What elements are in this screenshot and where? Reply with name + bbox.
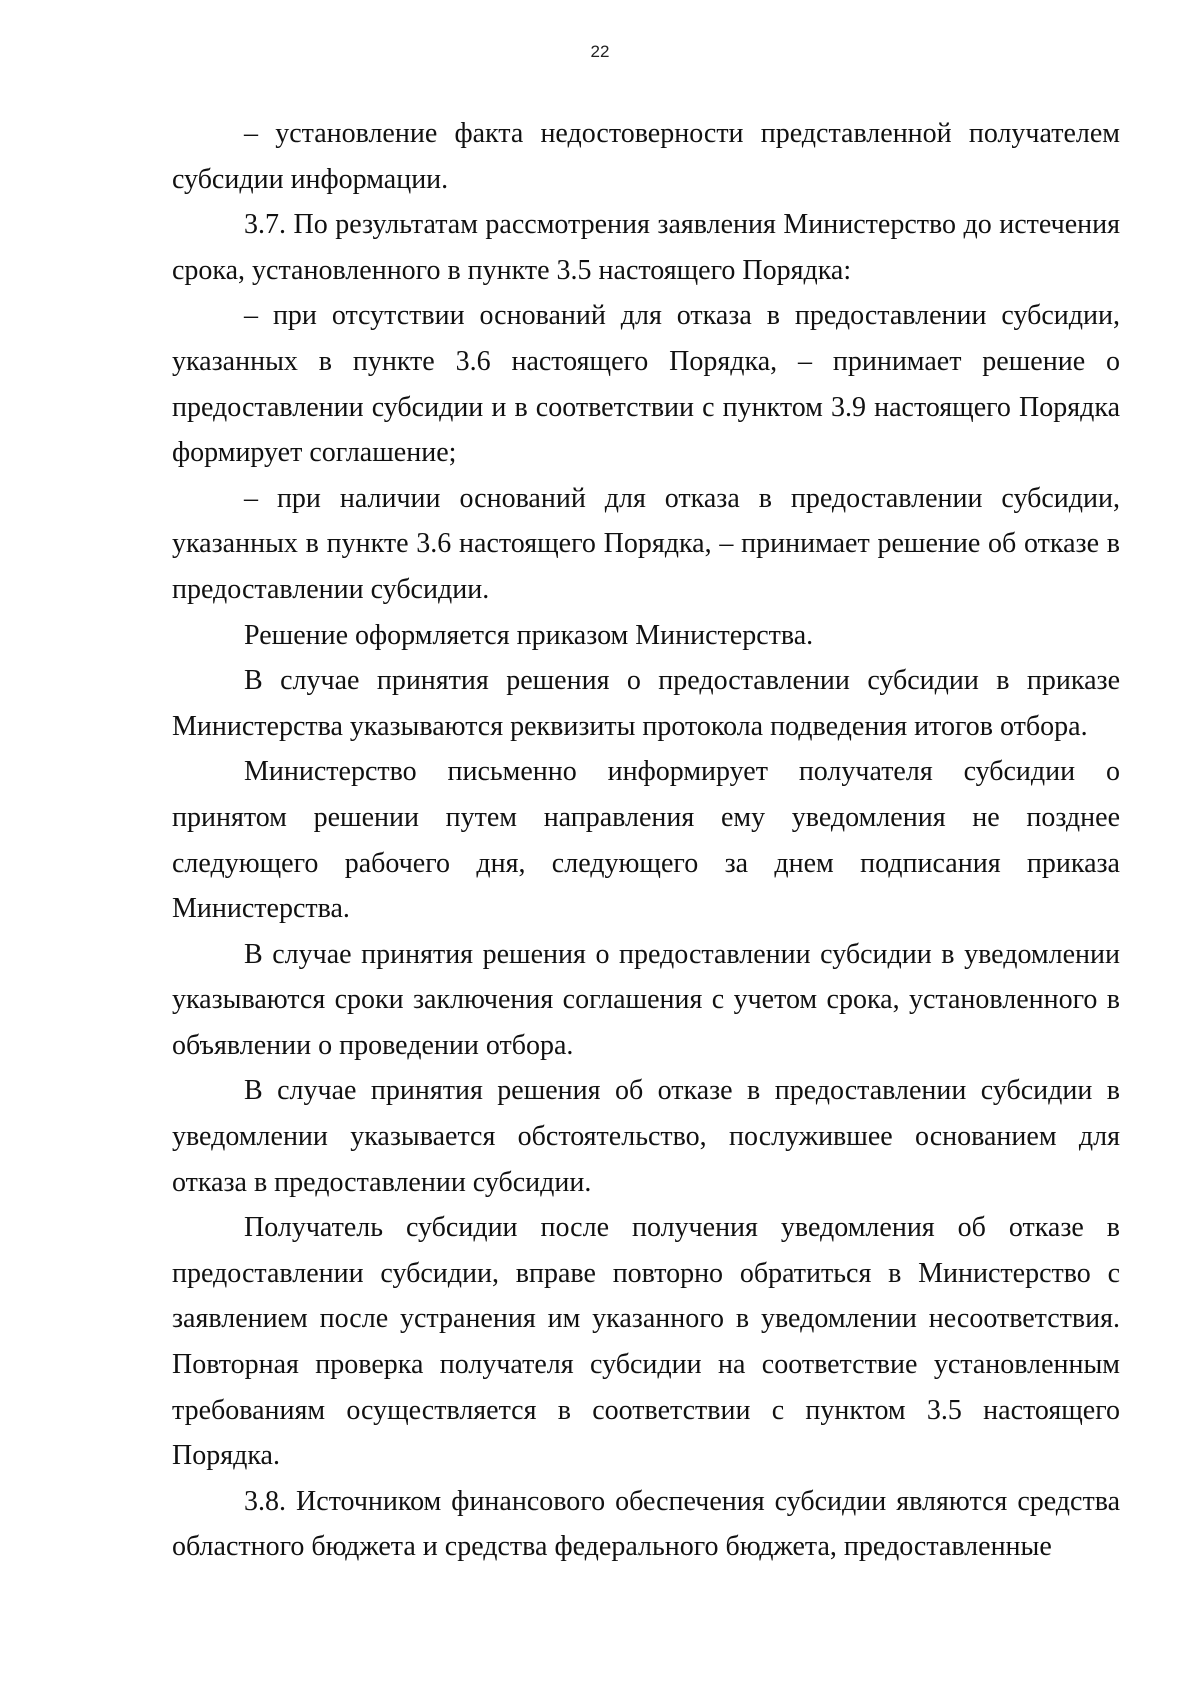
document-body [172,111,1120,1570]
paragraph-order-details: В случае принятия решения о предоставлении субсидии в приказе Министерства указываются реквизиты протокола подведения итогов отбора. [172,665,1120,742]
paragraph-grounds-for-refusal: – при наличии оснований для отказа в предоставлении субсидии, указанных в пункте 3.6 настоящего Порядка, – принимает решение об отказе в предоставлении субсидии. [172,482,1120,605]
paragraph-reapplication: Получатель субсидии после получения уведомления об отказе в предоставлении субсидии, вправе повторно обратиться в Министерство с заявлением после устранения им указанного в уведомлении несоответствия. Повторная проверка получателя субсидии на соответствие установленным требованиям осуществляется в соответствии с пунктом 3.5 настоящего Порядка. [172,1212,1120,1472]
page-number: 22 [590,42,610,61]
paragraph-no-grounds: – при отсутствии оснований для отказа в предоставлении субсидии, указанных в пункте 3.6 настоящего Порядка, – принимает решение о предоставлении субсидии и в соответствии с пунктом 3.9 настоящего Порядка формирует соглашение; [172,300,1120,469]
paragraph-decision-order: Решение оформляется приказом Министерства. [244,619,814,651]
paragraph-3-7: 3.7. По результатам рассмотрения заявления Министерство до истечения срока, установленного в пункте 3.5 настоящего Порядка: [172,209,1120,286]
paragraph-refusal-notice: В случае принятия решения об отказе в предоставлении субсидии в уведомлении указывается обстоятельство, послужившее основанием для отказа в предоставлении субсидии. [172,1075,1120,1198]
paragraph-3-8: 3.8. Источником финансового обеспечения субсидии являются средства областного бюджета и средства федерального бюджета, предоставленные [172,1485,1120,1563]
paragraph-agreement-terms: В случае принятия решения о предоставлении субсидии в уведомлении указываются сроки заключения соглашения с учетом срока, установленного в объявлении о проведении отбора. [172,938,1120,1061]
paragraph-notification: Министерство письменно информирует получателя субсидии о принятом решении путем направления ему уведомления не позднее следующего рабочего дня, следующего за днем подписания приказа Министерства. [172,756,1120,925]
paragraph-unreliable-info: – установление факта недостоверности представленной получателем субсидии информации. [172,118,1120,195]
